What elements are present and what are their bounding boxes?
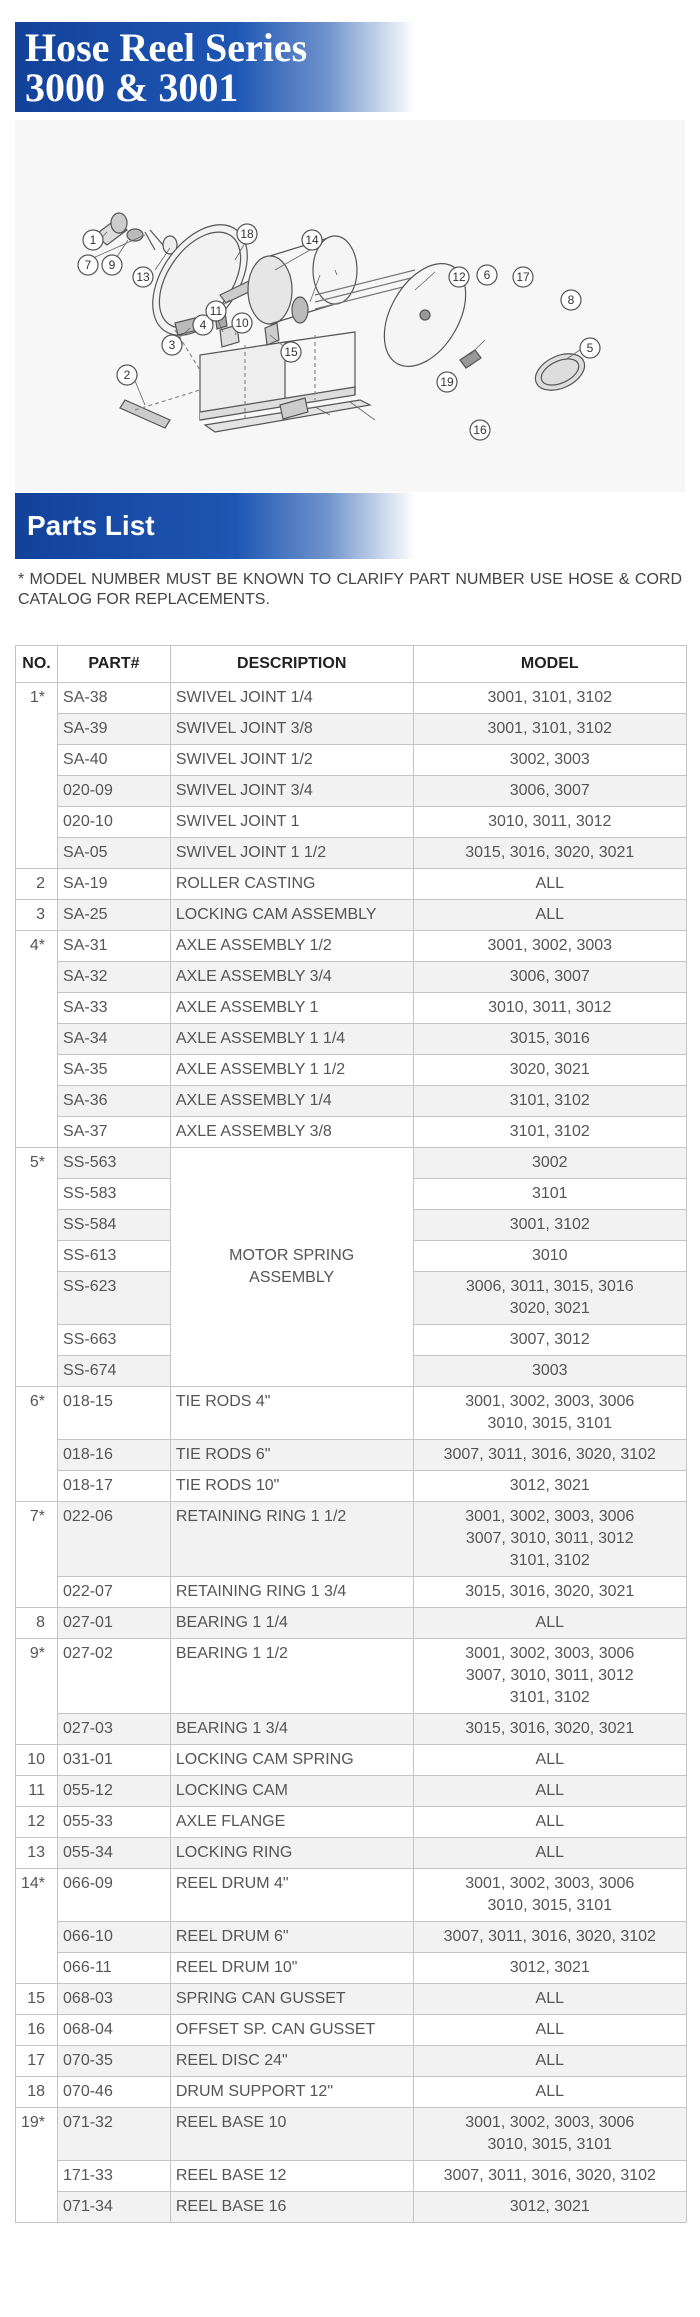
- table-row: [16, 714, 687, 745]
- part-number: 070-35: [58, 2046, 171, 2077]
- model-line: 3003: [531, 1362, 568, 1379]
- model-line: 3007, 3010, 3011, 3012: [465, 1530, 634, 1547]
- part-description: LOCKING CAM ASSEMBLY: [170, 900, 413, 931]
- exploded-diagram-drawing: [15, 120, 685, 492]
- part-number: 055-12: [58, 1776, 171, 1807]
- table-row: [16, 2192, 687, 2223]
- callout-16: 16: [473, 423, 487, 437]
- callout-15: 15: [284, 345, 298, 359]
- item-number: 12: [16, 1807, 58, 1838]
- model-line: 3015, 3016: [509, 1030, 590, 1047]
- table-row: [16, 962, 687, 993]
- model-numbers: [413, 1210, 686, 1241]
- model-numbers: [413, 2192, 686, 2223]
- table-row: [16, 1922, 687, 1953]
- model-line: 3001, 3101, 3102: [487, 689, 613, 706]
- part-number: SA-34: [58, 1024, 171, 1055]
- model-line: 3007, 3011, 3016, 3020, 3102: [443, 1928, 656, 1945]
- model-numbers: [413, 1922, 686, 1953]
- model-number-note: * MODEL NUMBER MUST BE KNOWN TO CLARIFY PART NUMBER USE HOSE & CORD CATALOG FOR REPLACEMENTS.: [18, 571, 682, 608]
- col-header-part: PART#: [58, 646, 171, 683]
- title-banner: [15, 22, 415, 112]
- table-row: [16, 1807, 687, 1838]
- model-numbers: [413, 1776, 686, 1807]
- model-numbers: [413, 1272, 686, 1325]
- model-line: ALL: [535, 2083, 564, 2100]
- callout-8: 8: [567, 293, 575, 307]
- table-row: [16, 2046, 687, 2077]
- model-numbers: [413, 1179, 686, 1210]
- model-numbers: [413, 776, 686, 807]
- callout-7: 7: [84, 258, 92, 272]
- model-numbers: [413, 1356, 686, 1387]
- model-line: 3015, 3016, 3020, 3021: [465, 1720, 635, 1737]
- table-row: [16, 993, 687, 1024]
- part-description: REEL DRUM 6": [170, 1922, 413, 1953]
- part-number: SA-19: [58, 869, 171, 900]
- model-numbers: [413, 1807, 686, 1838]
- part-description: LOCKING CAM SPRING: [170, 1745, 413, 1776]
- table-row: [16, 776, 687, 807]
- model-line: 3007, 3010, 3011, 3012: [465, 1667, 634, 1684]
- part-description: REEL BASE 10: [170, 2108, 413, 2161]
- model-line: 3006, 3007: [509, 968, 590, 985]
- model-line: 3010, 3011, 3012: [488, 813, 612, 830]
- table-row: [16, 1086, 687, 1117]
- item-number: 11: [16, 1776, 58, 1807]
- model-line: 3001, 3002, 3003, 3006: [465, 1645, 635, 1662]
- model-line: 3010, 3015, 3101: [487, 1415, 613, 1432]
- part-number: SA-39: [58, 714, 171, 745]
- table-row: [16, 1953, 687, 1984]
- callout-19: 19: [440, 375, 454, 389]
- model-numbers: [413, 2077, 686, 2108]
- part-number: 066-09: [58, 1869, 171, 1922]
- part-number: 068-03: [58, 1984, 171, 2015]
- table-row: [16, 2015, 687, 2046]
- part-number: 018-15: [58, 1387, 171, 1440]
- part-description: ROLLER CASTING: [170, 869, 413, 900]
- part-description: SWIVEL JOINT 1/4: [170, 683, 413, 714]
- callout-6: 6: [483, 268, 491, 282]
- model-numbers: [413, 1117, 686, 1148]
- model-numbers: [413, 1869, 686, 1922]
- item-number: 14*: [16, 1869, 58, 1984]
- col-header-model: MODEL: [413, 646, 686, 683]
- part-description: AXLE ASSEMBLY 1/2: [170, 931, 413, 962]
- model-numbers: [413, 1471, 686, 1502]
- part-number: SA-33: [58, 993, 171, 1024]
- parts-table-header: [16, 646, 687, 683]
- part-description-line: ASSEMBLY: [249, 1269, 335, 1286]
- model-line: 3020, 3021: [509, 1300, 590, 1317]
- model-line: 3001, 3002, 3003, 3006: [465, 1393, 635, 1410]
- table-row: [16, 1984, 687, 2015]
- model-numbers: [413, 900, 686, 931]
- part-number: SS-583: [58, 1179, 171, 1210]
- item-number: 16: [16, 2015, 58, 2046]
- callout-5: 5: [586, 341, 594, 355]
- part-number: SS-623: [58, 1272, 171, 1325]
- part-number: SS-613: [58, 1241, 171, 1272]
- table-row: [16, 1608, 687, 1639]
- table-row: [16, 1117, 687, 1148]
- item-number: 8: [16, 1608, 58, 1639]
- part-description: BEARING 1 1/2: [170, 1639, 413, 1714]
- callout-14: 14: [305, 233, 319, 247]
- part-number: SS-663: [58, 1325, 171, 1356]
- part-number: 027-01: [58, 1608, 171, 1639]
- part-number: SA-31: [58, 931, 171, 962]
- model-numbers: [413, 1745, 686, 1776]
- part-description: REEL DRUM 4": [170, 1869, 413, 1922]
- table-row: [16, 838, 687, 869]
- part-description: SWIVEL JOINT 3/8: [170, 714, 413, 745]
- callout-18: 18: [240, 227, 254, 241]
- table-row: [16, 1024, 687, 1055]
- model-line: 3010: [531, 1247, 568, 1264]
- table-row: [16, 1838, 687, 1869]
- part-description: AXLE ASSEMBLY 1: [170, 993, 413, 1024]
- model-numbers: [413, 2015, 686, 2046]
- model-line: 3002, 3003: [509, 751, 590, 768]
- callout-17: 17: [516, 270, 530, 284]
- model-line: 3020, 3021: [509, 1061, 590, 1078]
- model-line: 3101, 3102: [509, 1689, 590, 1706]
- item-number: 5*: [16, 1148, 58, 1387]
- model-line: ALL: [535, 1813, 564, 1830]
- callout-9: 9: [108, 258, 116, 272]
- table-row: [16, 745, 687, 776]
- model-line: 3101, 3102: [509, 1092, 590, 1109]
- part-description: LOCKING RING: [170, 1838, 413, 1869]
- part-number: 020-10: [58, 807, 171, 838]
- item-number: 7*: [16, 1502, 58, 1608]
- item-number: 1*: [16, 683, 58, 869]
- model-line: ALL: [535, 875, 564, 892]
- part-description: AXLE ASSEMBLY 1 1/2: [170, 1055, 413, 1086]
- part-description: REEL DISC 24": [170, 2046, 413, 2077]
- model-line: 3010, 3015, 3101: [487, 1897, 613, 1914]
- table-row: [16, 1440, 687, 1471]
- model-line: 3015, 3016, 3020, 3021: [465, 844, 635, 861]
- table-row: [16, 1055, 687, 1086]
- part-number: 066-10: [58, 1922, 171, 1953]
- table-row: [16, 1502, 687, 1577]
- model-line: 3012, 3021: [509, 2198, 590, 2215]
- model-line: 3001, 3002, 3003, 3006: [465, 2114, 635, 2131]
- table-row: [16, 683, 687, 714]
- part-description: REEL BASE 16: [170, 2192, 413, 2223]
- part-description: SWIVEL JOINT 1/2: [170, 745, 413, 776]
- model-line: 3101, 3102: [509, 1552, 590, 1569]
- part-number: SA-35: [58, 1055, 171, 1086]
- model-line: ALL: [535, 2052, 564, 2069]
- item-number: 10: [16, 1745, 58, 1776]
- table-row: [16, 869, 687, 900]
- model-line: 3002: [531, 1154, 568, 1171]
- part-description: SWIVEL JOINT 3/4: [170, 776, 413, 807]
- model-numbers: [413, 714, 686, 745]
- model-numbers: [413, 1838, 686, 1869]
- part-number: 066-11: [58, 1953, 171, 1984]
- part-description: AXLE ASSEMBLY 3/4: [170, 962, 413, 993]
- part-description: SPRING CAN GUSSET: [170, 1984, 413, 2015]
- table-row: [16, 1869, 687, 1922]
- part-number: 027-02: [58, 1639, 171, 1714]
- model-numbers: [413, 838, 686, 869]
- exploded-diagram: [15, 120, 685, 492]
- item-number: 18: [16, 2077, 58, 2108]
- model-line: 3001, 3101, 3102: [487, 720, 613, 737]
- part-description: SWIVEL JOINT 1 1/2: [170, 838, 413, 869]
- table-row: [16, 1577, 687, 1608]
- model-line: 3007, 3012: [509, 1331, 590, 1348]
- part-description-line: MOTOR SPRING: [229, 1247, 355, 1264]
- callout-4: 4: [199, 318, 207, 332]
- model-numbers: [413, 745, 686, 776]
- item-number: 9*: [16, 1639, 58, 1745]
- part-number: SA-05: [58, 838, 171, 869]
- callout-2: 2: [123, 368, 131, 382]
- callout-13: 13: [136, 270, 150, 284]
- model-numbers: [413, 1241, 686, 1272]
- part-description: RETAINING RING 1 1/2: [170, 1502, 413, 1577]
- parts-table-body: [16, 683, 687, 2223]
- model-line: 3010, 3011, 3012: [488, 999, 612, 1016]
- part-number: SA-38: [58, 683, 171, 714]
- part-number: 022-07: [58, 1577, 171, 1608]
- model-numbers: [413, 1953, 686, 1984]
- table-row: [16, 1776, 687, 1807]
- part-number: 071-34: [58, 2192, 171, 2223]
- part-description: [170, 1148, 413, 1387]
- model-line: 3007, 3011, 3016, 3020, 3102: [443, 2167, 656, 2184]
- model-line: ALL: [535, 1751, 564, 1768]
- callout-10: 10: [235, 316, 249, 330]
- model-numbers: [413, 1440, 686, 1471]
- part-description: AXLE ASSEMBLY 3/8: [170, 1117, 413, 1148]
- model-line: ALL: [535, 906, 564, 923]
- model-numbers: [413, 993, 686, 1024]
- callout-3: 3: [168, 338, 176, 352]
- model-numbers: [413, 1148, 686, 1179]
- item-number: 15: [16, 1984, 58, 2015]
- item-number: 17: [16, 2046, 58, 2077]
- callout-1: 1: [89, 233, 97, 247]
- part-number: 027-03: [58, 1714, 171, 1745]
- model-line: ALL: [535, 1844, 564, 1861]
- model-numbers: [413, 1024, 686, 1055]
- callout-12: 12: [452, 270, 466, 284]
- model-numbers: [413, 2161, 686, 2192]
- part-description: SWIVEL JOINT 1: [170, 807, 413, 838]
- model-line: 3006, 3007: [509, 782, 590, 799]
- table-row: [16, 1745, 687, 1776]
- model-numbers: [413, 962, 686, 993]
- model-numbers: [413, 2108, 686, 2161]
- model-line: 3001, 3002, 3003, 3006: [465, 1875, 635, 1892]
- model-line: 3101, 3102: [509, 1123, 590, 1140]
- table-row: [16, 2108, 687, 2161]
- model-numbers: [413, 1639, 686, 1714]
- table-row: [16, 1148, 687, 1179]
- part-number: 171-33: [58, 2161, 171, 2192]
- model-numbers: [413, 1387, 686, 1440]
- model-line: 3010, 3015, 3101: [487, 2136, 613, 2153]
- model-numbers: [413, 1714, 686, 1745]
- model-numbers: [413, 2046, 686, 2077]
- title-line-1: Hose Reel Series: [25, 25, 308, 70]
- part-description: BEARING 1 3/4: [170, 1714, 413, 1745]
- part-description: REEL BASE 12: [170, 2161, 413, 2192]
- model-numbers: [413, 683, 686, 714]
- parts-list-heading: Parts List: [27, 510, 155, 541]
- model-numbers: [413, 1502, 686, 1577]
- part-number: 071-32: [58, 2108, 171, 2161]
- model-numbers: [413, 1608, 686, 1639]
- part-number: SA-25: [58, 900, 171, 931]
- table-row: [16, 1471, 687, 1502]
- model-line: 3012, 3021: [509, 1477, 590, 1494]
- model-line: 3001, 3002, 3003, 3006: [465, 1508, 635, 1525]
- col-header-description: DESCRIPTION: [170, 646, 413, 683]
- model-numbers: [413, 1055, 686, 1086]
- table-row: [16, 1639, 687, 1714]
- part-number: 018-17: [58, 1471, 171, 1502]
- part-description: AXLE ASSEMBLY 1/4: [170, 1086, 413, 1117]
- table-row: [16, 931, 687, 962]
- model-numbers: [413, 931, 686, 962]
- part-number: 055-33: [58, 1807, 171, 1838]
- part-number: SA-37: [58, 1117, 171, 1148]
- model-line: 3012, 3021: [509, 1959, 590, 1976]
- model-line: ALL: [535, 1614, 564, 1631]
- part-description: AXLE ASSEMBLY 1 1/4: [170, 1024, 413, 1055]
- model-numbers: [413, 1577, 686, 1608]
- table-row: [16, 2161, 687, 2192]
- table-row: [16, 1387, 687, 1440]
- part-number: 031-01: [58, 1745, 171, 1776]
- item-number: 4*: [16, 931, 58, 1148]
- part-number: SS-584: [58, 1210, 171, 1241]
- part-description: BEARING 1 1/4: [170, 1608, 413, 1639]
- table-row: [16, 2077, 687, 2108]
- parts-table: [15, 645, 687, 2223]
- callout-11: 11: [209, 304, 223, 318]
- title-line-2: 3000 & 3001: [25, 65, 239, 110]
- part-number: 022-06: [58, 1502, 171, 1577]
- part-description: DRUM SUPPORT 12": [170, 2077, 413, 2108]
- parts-list-banner: [15, 493, 415, 559]
- part-number: SA-32: [58, 962, 171, 993]
- model-line: ALL: [535, 1990, 564, 2007]
- model-line: 3007, 3011, 3016, 3020, 3102: [443, 1446, 656, 1463]
- model-numbers: [413, 1325, 686, 1356]
- table-row: [16, 1714, 687, 1745]
- part-number: SS-563: [58, 1148, 171, 1179]
- item-number: 6*: [16, 1387, 58, 1502]
- model-numbers: [413, 869, 686, 900]
- model-line: 3006, 3011, 3015, 3016: [465, 1278, 634, 1295]
- col-header-no: NO.: [16, 646, 58, 683]
- part-description: REEL DRUM 10": [170, 1953, 413, 1984]
- part-number: 055-34: [58, 1838, 171, 1869]
- item-number: 2: [16, 869, 58, 900]
- item-number: 3: [16, 900, 58, 931]
- model-line: 3001, 3102: [509, 1216, 590, 1233]
- model-numbers: [413, 1984, 686, 2015]
- part-description: AXLE FLANGE: [170, 1807, 413, 1838]
- model-line: 3101: [531, 1185, 568, 1202]
- part-description: TIE RODS 4": [170, 1387, 413, 1440]
- model-line: 3001, 3002, 3003: [487, 937, 613, 954]
- part-description: OFFSET SP. CAN GUSSET: [170, 2015, 413, 2046]
- part-number: 068-04: [58, 2015, 171, 2046]
- table-row: [16, 807, 687, 838]
- part-number: SA-40: [58, 745, 171, 776]
- model-line: ALL: [535, 1782, 564, 1799]
- model-line: ALL: [535, 2021, 564, 2038]
- table-row: [16, 900, 687, 931]
- part-number: SS-674: [58, 1356, 171, 1387]
- part-description: TIE RODS 10": [170, 1471, 413, 1502]
- part-description: RETAINING RING 1 3/4: [170, 1577, 413, 1608]
- model-numbers: [413, 807, 686, 838]
- part-number: SA-36: [58, 1086, 171, 1117]
- part-number: 020-09: [58, 776, 171, 807]
- item-number: 13: [16, 1838, 58, 1869]
- part-number: 018-16: [58, 1440, 171, 1471]
- part-description: TIE RODS 6": [170, 1440, 413, 1471]
- part-number: 070-46: [58, 2077, 171, 2108]
- model-line: 3015, 3016, 3020, 3021: [465, 1583, 635, 1600]
- part-description: LOCKING CAM: [170, 1776, 413, 1807]
- item-number: 19*: [16, 2108, 58, 2223]
- model-numbers: [413, 1086, 686, 1117]
